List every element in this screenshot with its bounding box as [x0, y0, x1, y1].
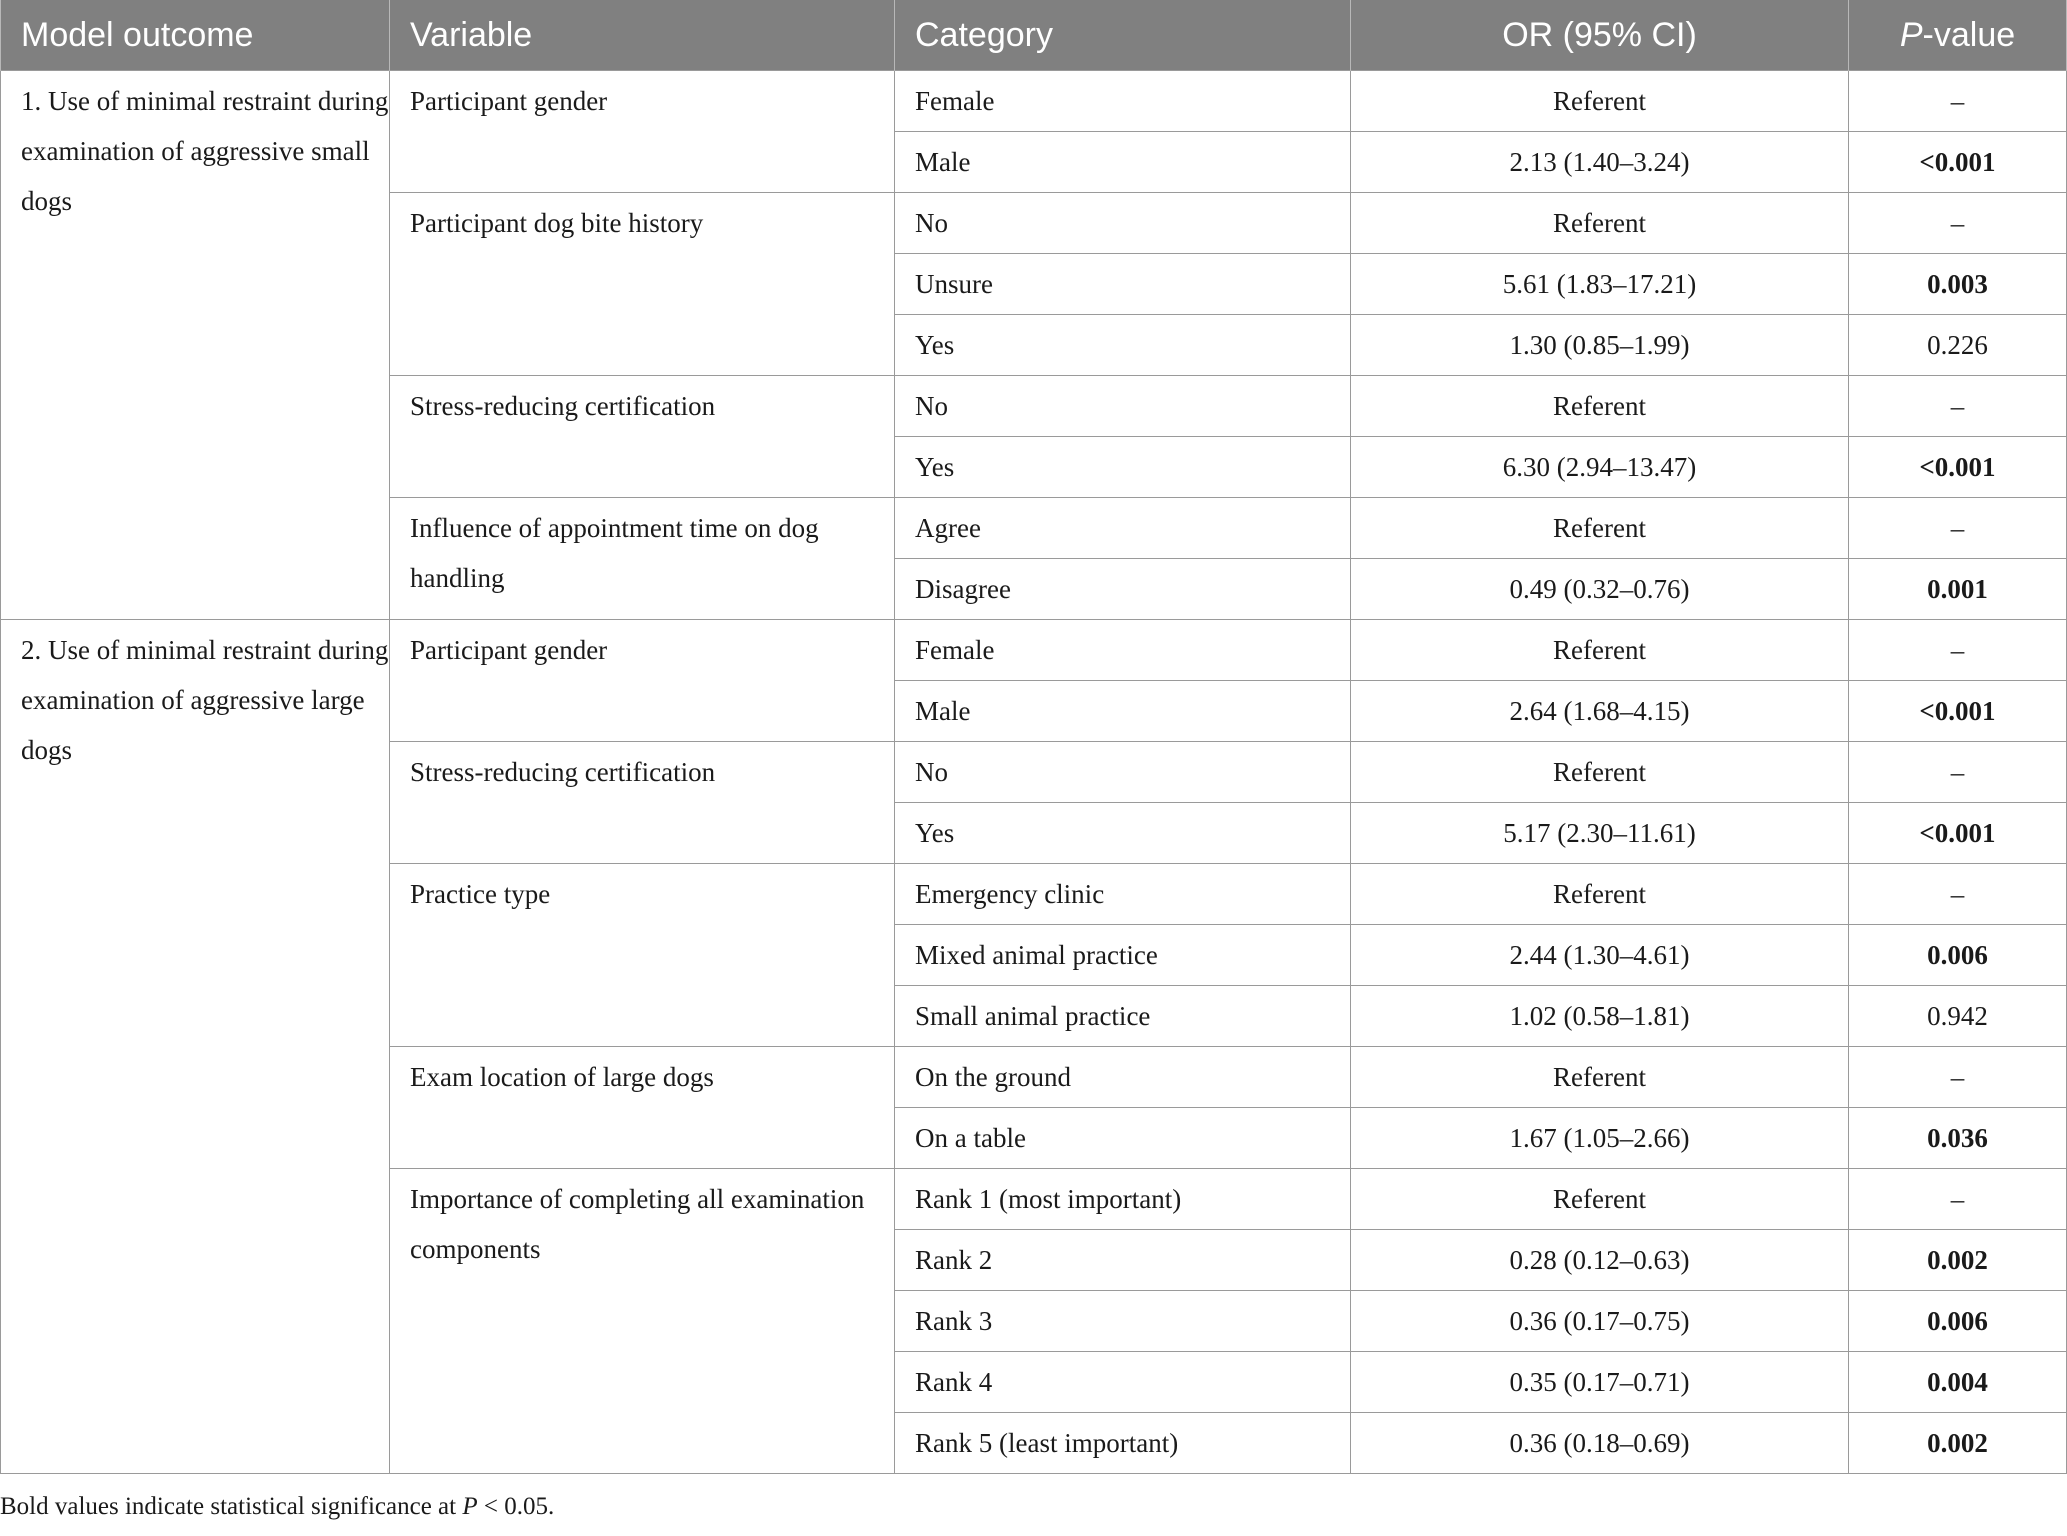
model-outcome-cell: 1. Use of minimal restraint during examination of aggressive small dogs [1, 71, 390, 620]
p-value-cell: – [1849, 71, 2067, 132]
header-variable: Variable [390, 0, 895, 71]
p-value-cell: 0.002 [1849, 1413, 2067, 1474]
p-value-cell: – [1849, 193, 2067, 254]
category-cell: Yes [895, 437, 1351, 498]
odds-ratio-cell: 2.13 (1.40–3.24) [1351, 132, 1849, 193]
table-row [1, 620, 2067, 681]
category-cell: Rank 5 (least important) [895, 1413, 1351, 1474]
odds-ratio-cell: Referent [1351, 864, 1849, 925]
category-cell: Unsure [895, 254, 1351, 315]
category-cell: Yes [895, 803, 1351, 864]
odds-ratio-cell: Referent [1351, 376, 1849, 437]
category-cell: Emergency clinic [895, 864, 1351, 925]
odds-ratio-cell: Referent [1351, 1047, 1849, 1108]
table-row [1, 71, 2067, 132]
p-value-cell: 0.036 [1849, 1108, 2067, 1169]
category-cell: Male [895, 681, 1351, 742]
p-value-cell: <0.001 [1849, 681, 2067, 742]
p-value-cell: – [1849, 742, 2067, 803]
p-value-cell: 0.006 [1849, 1291, 2067, 1352]
header-p-suffix: -value [1922, 15, 2016, 54]
p-value-cell: 0.002 [1849, 1230, 2067, 1291]
table-header-row [1, 0, 2067, 71]
p-value-cell: – [1849, 498, 2067, 559]
odds-ratio-cell: Referent [1351, 498, 1849, 559]
odds-ratio-cell: 0.36 (0.17–0.75) [1351, 1291, 1849, 1352]
p-value-cell: 0.001 [1849, 559, 2067, 620]
p-value-cell: <0.001 [1849, 132, 2067, 193]
footnote-text-before: Bold values indicate statistical significance at [0, 1493, 463, 1520]
odds-ratio-cell: 2.64 (1.68–4.15) [1351, 681, 1849, 742]
p-value-cell: 0.004 [1849, 1352, 2067, 1413]
odds-ratio-cell: Referent [1351, 620, 1849, 681]
category-cell: Rank 2 [895, 1230, 1351, 1291]
odds-ratio-cell: 0.35 (0.17–0.71) [1351, 1352, 1849, 1413]
footnote-text-after: < 0.05. [477, 1493, 555, 1520]
category-cell: On the ground [895, 1047, 1351, 1108]
odds-ratio-cell: 0.49 (0.32–0.76) [1351, 559, 1849, 620]
category-cell: Rank 3 [895, 1291, 1351, 1352]
header-category: Category [895, 0, 1351, 71]
table-footnote [0, 1493, 554, 1521]
p-value-cell: – [1849, 376, 2067, 437]
category-cell: Male [895, 132, 1351, 193]
odds-ratio-cell: 5.61 (1.83–17.21) [1351, 254, 1849, 315]
category-cell: Mixed animal practice [895, 925, 1351, 986]
odds-ratio-cell: 1.30 (0.85–1.99) [1351, 315, 1849, 376]
category-cell: No [895, 742, 1351, 803]
odds-ratio-cell: 0.36 (0.18–0.69) [1351, 1413, 1849, 1474]
odds-ratio-cell: 0.28 (0.12–0.63) [1351, 1230, 1849, 1291]
p-value-cell: <0.001 [1849, 437, 2067, 498]
table-body [1, 71, 2067, 1474]
category-cell: Rank 4 [895, 1352, 1351, 1413]
variable-cell: Practice type [390, 864, 895, 1047]
variable-cell: Influence of appointment time on dog handling [390, 498, 895, 620]
odds-ratio-cell: Referent [1351, 1169, 1849, 1230]
header-or-ci: OR (95% CI) [1351, 0, 1849, 71]
variable-cell: Participant gender [390, 620, 895, 742]
variable-cell: Importance of completing all examination components [390, 1169, 895, 1474]
p-value-cell: 0.942 [1849, 986, 2067, 1047]
p-value-cell: 0.006 [1849, 925, 2067, 986]
variable-cell: Participant gender [390, 71, 895, 193]
odds-ratio-cell: 6.30 (2.94–13.47) [1351, 437, 1849, 498]
variable-cell: Exam location of large dogs [390, 1047, 895, 1169]
odds-ratio-cell: Referent [1351, 71, 1849, 132]
p-value-cell: <0.001 [1849, 803, 2067, 864]
p-value-cell: – [1849, 864, 2067, 925]
category-cell: No [895, 193, 1351, 254]
header-p-italic: P [1899, 15, 1923, 54]
variable-cell: Participant dog bite history [390, 193, 895, 376]
category-cell: On a table [895, 1108, 1351, 1169]
footnote-p-italic: P [462, 1493, 478, 1520]
p-value-cell: – [1849, 1047, 2067, 1108]
category-cell: Small animal practice [895, 986, 1351, 1047]
odds-ratio-cell: 2.44 (1.30–4.61) [1351, 925, 1849, 986]
odds-ratio-cell: Referent [1351, 193, 1849, 254]
odds-ratio-cell: 1.02 (0.58–1.81) [1351, 986, 1849, 1047]
category-cell: Disagree [895, 559, 1351, 620]
category-cell: Rank 1 (most important) [895, 1169, 1351, 1230]
category-cell: Female [895, 620, 1351, 681]
p-value-cell: – [1849, 1169, 2067, 1230]
model-outcome-cell: 2. Use of minimal restraint during examination of aggressive large dogs [1, 620, 390, 1474]
category-cell: Agree [895, 498, 1351, 559]
category-cell: Female [895, 71, 1351, 132]
header-p-value [1849, 0, 2067, 71]
p-value-cell: 0.226 [1849, 315, 2067, 376]
odds-ratio-cell: 5.17 (2.30–11.61) [1351, 803, 1849, 864]
odds-ratio-cell: 1.67 (1.05–2.66) [1351, 1108, 1849, 1169]
category-cell: Yes [895, 315, 1351, 376]
odds-ratio-cell: Referent [1351, 742, 1849, 803]
header-model-outcome: Model outcome [1, 0, 390, 71]
category-cell: No [895, 376, 1351, 437]
p-value-cell: – [1849, 620, 2067, 681]
p-value-cell: 0.003 [1849, 254, 2067, 315]
variable-cell: Stress-reducing certification [390, 742, 895, 864]
variable-cell: Stress-reducing certification [390, 376, 895, 498]
